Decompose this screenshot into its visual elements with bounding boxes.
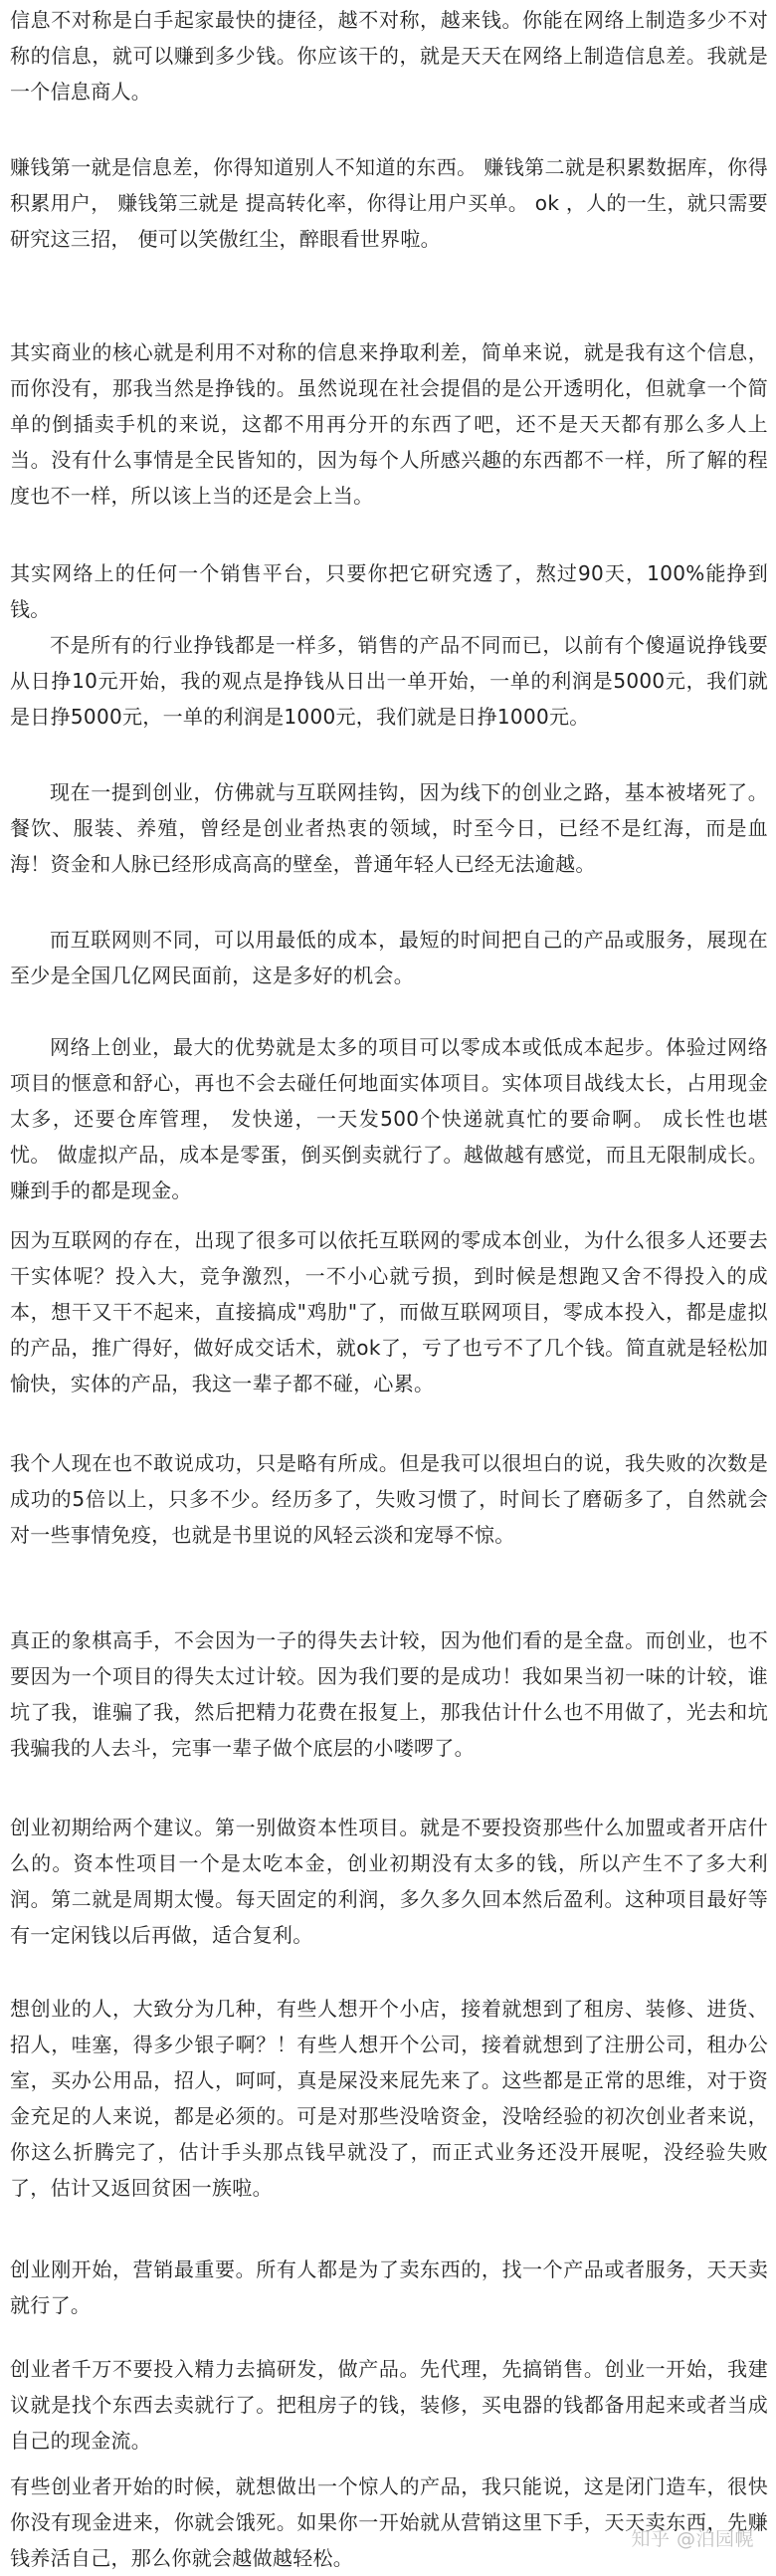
- paragraph-1: 信息不对称是白手起家最快的捷径，越不对称，越来钱。你能在网络上制造多少不对称的信息，就可以赚到多少钱。你应该干的，就是天天在网络上制造信息差。我就是一个信息商人。: [10, 8, 768, 104]
- paragraph-6: 现在一提到创业，仿佛就与互联网挂钩，因为线下的创业之路，基本被堵死了。餐饮、服装、养殖，曾经是创业者热衷的领域，时至今日，已经不是红海，而是血海！资金和人脉已经形成高高的壁垒，普通年轻人已经无法逾越。: [10, 780, 768, 876]
- paragraph-4: 其实网络上的任何一个销售平台，只要你把它研究透了，熬过90天，100%能挣到钱。: [10, 561, 768, 621]
- paragraph-13: 想创业的人，大致分为几种，有些人想开个小店，接着就想到了租房、装修、进货、招人，哇塞，得多少银子啊？！有些人想开个公司，接着就想到了注册公司，租办公室，买办公用品，招人，呵呵，真是屎没来屁先来了。这些都是正常的思维，对于资金充足的人来说，都是必须的。可是对那些没啥资金，没啥经验的初次创业者来说，你这么折腾完了，估计手头那点钱早就没了，而正式业务还没开展呢，没经验失败了，估计又返回贫困一族啦。: [10, 1997, 768, 2200]
- paragraph-14: 创业刚开始，营销最重要。所有人都是为了卖东西的，找一个产品或者服务，天天卖就行了。: [10, 2257, 768, 2317]
- paragraph-16: 有些创业者开始的时候，就想做出一个惊人的产品，我只能说，这是闭门造车，很快你没有现金进来，你就会饿死。如果你一开始就从营销这里下手，天天卖东西，先赚钱养活自己，那么你就会越做越轻松。: [10, 2474, 768, 2570]
- watermark: 知乎 @泊园幌: [631, 2528, 754, 2550]
- paragraph-11: 真正的象棋高手，不会因为一子的得失去计较，因为他们看的是全盘。而创业，也不要因为一个项目的得失太过计较。因为我们要的是成功！我如果当初一味的计较，谁坑了我，谁骗了我，然后把精力花费在报复上，那我估计什么也不用做了，光去和坑我骗我的人去斗，完事一辈子做个底层的小喽啰了。: [10, 1628, 768, 1760]
- paragraph-7: 而互联网则不同，可以用最低的成本，最短的时间把自己的产品或服务，展现在至少是全国几亿网民面前，这是多好的机会。: [10, 928, 768, 987]
- paragraph-2: 赚钱第一就是信息差，你得知道别人不知道的东西。 赚钱第二就是积累数据库，你得积累用户， 赚钱第三就是 提高转化率，你得让用户买单。 ok ，人的一生，就只需要研究这三招， 便可以笑傲红尘，醉眼看世界啦。: [10, 155, 768, 251]
- paragraph-12: 创业初期给两个建议。第一别做资本性项目。就是不要投资那些什么加盟或者开店什么的。资本性项目一个是太吃本金，创业初期没有太多的钱，所以产生不了多大利润。第二就是周期太慢。每天固定的利润，多久多久回本然后盈利。这种项目最好等有一定闲钱以后再做，适合复利。: [10, 1816, 768, 1947]
- paragraph-10: 我个人现在也不敢说成功，只是略有所成。但是我可以很坦白的说，我失败的次数是成功的5倍以上，只多不少。经历多了，失败习惯了，时间长了磨砺多了，自然就会对一些事情免疫，也就是书里说的风轻云淡和宠辱不惊。: [10, 1451, 768, 1547]
- paragraph-5: 不是所有的行业挣钱都是一样多，销售的产品不同而已，以前有个傻逼说挣钱要从日挣10元开始，我的观点是挣钱从日出一单开始，一单的利润是5000元，我们就是日挣5000元，一单的利润是1000元，我们就是日挣1000元。: [10, 633, 768, 729]
- paragraph-15: 创业者千万不要投入精力去搞研发，做产品。先代理，先搞销售。创业一开始，我建议就是找个东西去卖就行了。把租房子的钱，装修，买电器的钱都备用起来或者当成自己的现金流。: [10, 2357, 768, 2453]
- paragraph-9: 因为互联网的存在，出现了很多可以依托互联网的零成本创业，为什么很多人还要去干实体呢？投入大，竞争激烈，一不小心就亏损，到时候是想跑又舍不得投入的成本，想干又干不起来，直接搞成"鸡肋"了，而做互联网项目，零成本投入，都是虚拟的产品，推广得好，做好成交话术，就ok了，亏了也亏不了几个钱。简直就是轻松加愉快，实体的产品，我这一辈子都不碰，心累。: [10, 1228, 768, 1395]
- paragraph-3: 其实商业的核心就是利用不对称的信息来挣取利差，简单来说，就是我有这个信息，而你没有，那我当然是挣钱的。虽然说现在社会提倡的是公开透明化，但就拿一个简单的倒插卖手机的来说，这都不用再分开的东西了吧，还不是天天都有那么多人上当。没有什么事情是全民皆知的，因为每个人所感兴趣的东西都不一样，所了解的程度也不一样，所以该上当的还是会上当。: [10, 340, 768, 508]
- paragraph-8: 网络上创业，最大的优势就是太多的项目可以零成本或低成本起步。体验过网络项目的惬意和舒心，再也不会去碰任何地面实体项目。实体项目战线太长，占用现金太多，还要仓库管理， 发快递，一天发500个快递就真忙的要命啊。 成长性也堪忧。 做虚拟产品，成本是零蛋，倒买倒卖就行了。越做越有感觉，而且无限制成长。 赚到手的都是现金。: [10, 1035, 768, 1202]
